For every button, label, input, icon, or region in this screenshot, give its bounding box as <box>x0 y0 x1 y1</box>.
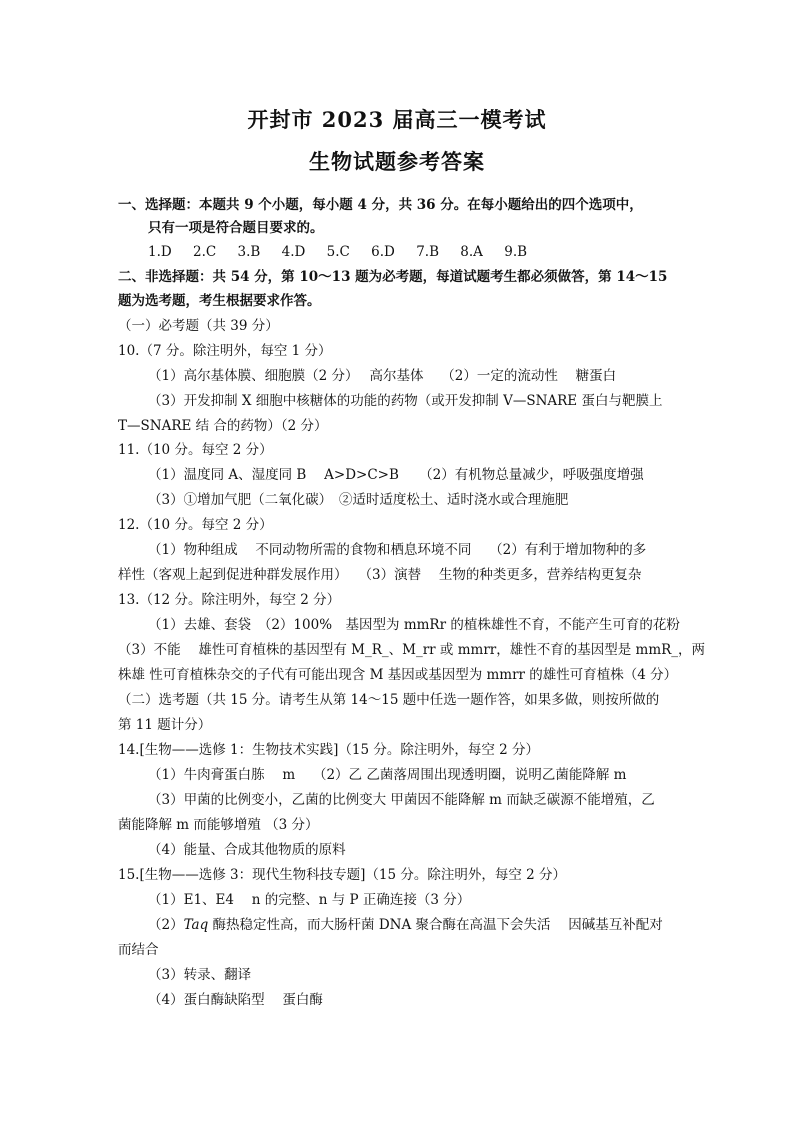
section2-heading-line2: 题为选考题，考生根据要求作答。 <box>118 293 321 309</box>
q12-line: 样性（客观上起到促进种群发展作用） （3）演替 生物的种类更多，营养结构更复杂 <box>118 567 642 583</box>
mc-answer-list <box>148 243 544 261</box>
q12-line: （1）物种组成 不同动物所需的食物和栖息环境不同 （2）有利于增加物种的多 <box>148 542 647 558</box>
elective-section-heading-line2: 第 11 题计分） <box>118 717 212 733</box>
q14-line: （1）牛肉膏蛋白胨 m （2）乙 乙菌落周围出现透明圈，说明乙菌能降解 m <box>148 767 627 783</box>
q10-line: （3）开发抑制 X 细胞中核糖体的功能的药物（或开发抑制 V—SNARE 蛋白与靶膜上 <box>148 393 663 409</box>
q14-line: （4）能量、合成其他物质的原料 <box>148 842 346 858</box>
q11-header: 11.（10 分。每空 2 分） <box>118 442 273 458</box>
q15-line: （3）转录、翻译 <box>148 967 252 983</box>
q15-line: （1）E1、E4 n 的完整、n 与 P 正确连接（3 分） <box>148 892 471 908</box>
mc-answer-item: 7.B <box>416 244 439 260</box>
mc-answer-item: 1.D <box>148 244 172 260</box>
page-subtitle: 生物试题参考答案 <box>309 149 485 174</box>
q10-line: T—SNARE 结 合的药物）（2 分） <box>118 418 328 434</box>
q13-line: （1）去雄、套袋 （2）100% 基因型为 mmRr 的植株雄性不育，不能产生可育的花粉 <box>148 617 680 633</box>
q14-line: （3）甲菌的比例变小，乙菌的比例变大 甲菌因不能降解 m 而缺乏碳源不能增殖，乙 <box>148 792 655 808</box>
mc-answer-item: 6.D <box>371 244 395 260</box>
q15-line: 而结合 <box>118 942 159 958</box>
mc-answer-item: 4.D <box>281 244 306 260</box>
mc-answer-item: 9.B <box>504 244 528 260</box>
q11-line: （1）温度同 A、湿度同 B A>D>C>B （2）有机物总量减少，呼吸强度增强 <box>148 467 644 483</box>
mc-answer-item: 8.A <box>460 244 483 260</box>
page-title: 开封市 2023 届高三一模考试 <box>247 107 547 132</box>
q10-header: 10.（7 分。除注明外，每空 1 分） <box>118 343 332 359</box>
mc-answer-item: 3.B <box>237 244 261 260</box>
required-section-heading: （一）必考题（共 39 分） <box>118 318 279 334</box>
q15-line: （4）蛋白酶缺陷型 蛋白酶 <box>148 992 323 1008</box>
section2-heading-line1: 二、非选择题：共 54 分，第 10～13 题为必考题，每道试题考生都必须做答，第 14～15 <box>118 269 668 285</box>
q13-line: 株雄 性可育植株杂交的子代有可能出现含 M 基因或基因型为 mmrr 的雄性可育植株（4 分） <box>118 667 678 683</box>
mc-answer-item: 2.C <box>193 244 217 260</box>
q15-header: 15.[生物——选修 3：现代生物科技专题]（15 分。除注明外，每空 2 分） <box>118 867 567 883</box>
q15-l2-rest: 酶热稳定性高，而大肠杆菌 DNA 聚合酶在高温下会失活 因碱基互补配对 <box>208 917 663 933</box>
section1-heading-line1: 一、选择题：本题共 9 个小题，每小题 4 分，共 36 分。在每小题给出的四个选项中， <box>118 197 643 213</box>
taq-italic-term: Taq <box>183 917 209 933</box>
q14-header: 14.[生物——选修 1：生物技术实践]（15 分。除注明外，每空 2 分） <box>118 742 540 758</box>
elective-section-heading: （二）选考题（共 15 分。请考生从第 14～15 题中任选一题作答，如果多做，则按所做的 <box>118 692 660 708</box>
q14-line: 菌能降解 m 而能够增殖 （3 分） <box>118 817 319 833</box>
q15-line <box>148 916 678 934</box>
q10-line: （1）高尔基体膜、细胞膜（2 分） 高尔基体 （2）一定的流动性 糖蛋白 <box>148 368 617 384</box>
q11-line: （3）①增加气肥（二氧化碳） ②适时适度松土、适时浇水或合理施肥 <box>148 492 569 508</box>
section1-heading-line2: 只有一项是符合题目要求的。 <box>148 220 324 236</box>
mc-answer-item: 5.C <box>326 244 350 260</box>
q15-l2-prefix: （2） <box>148 917 184 933</box>
q12-header: 12.（10 分。每空 2 分） <box>118 517 273 533</box>
q13-header: 13.（12 分。除注明外，每空 2 分） <box>118 592 341 608</box>
q13-line: （3）不能 雄性可育植株的基因型有 M_R_、M_rr 或 mmrr，雄性不育的基因型是 mmR_，两 <box>118 642 706 658</box>
